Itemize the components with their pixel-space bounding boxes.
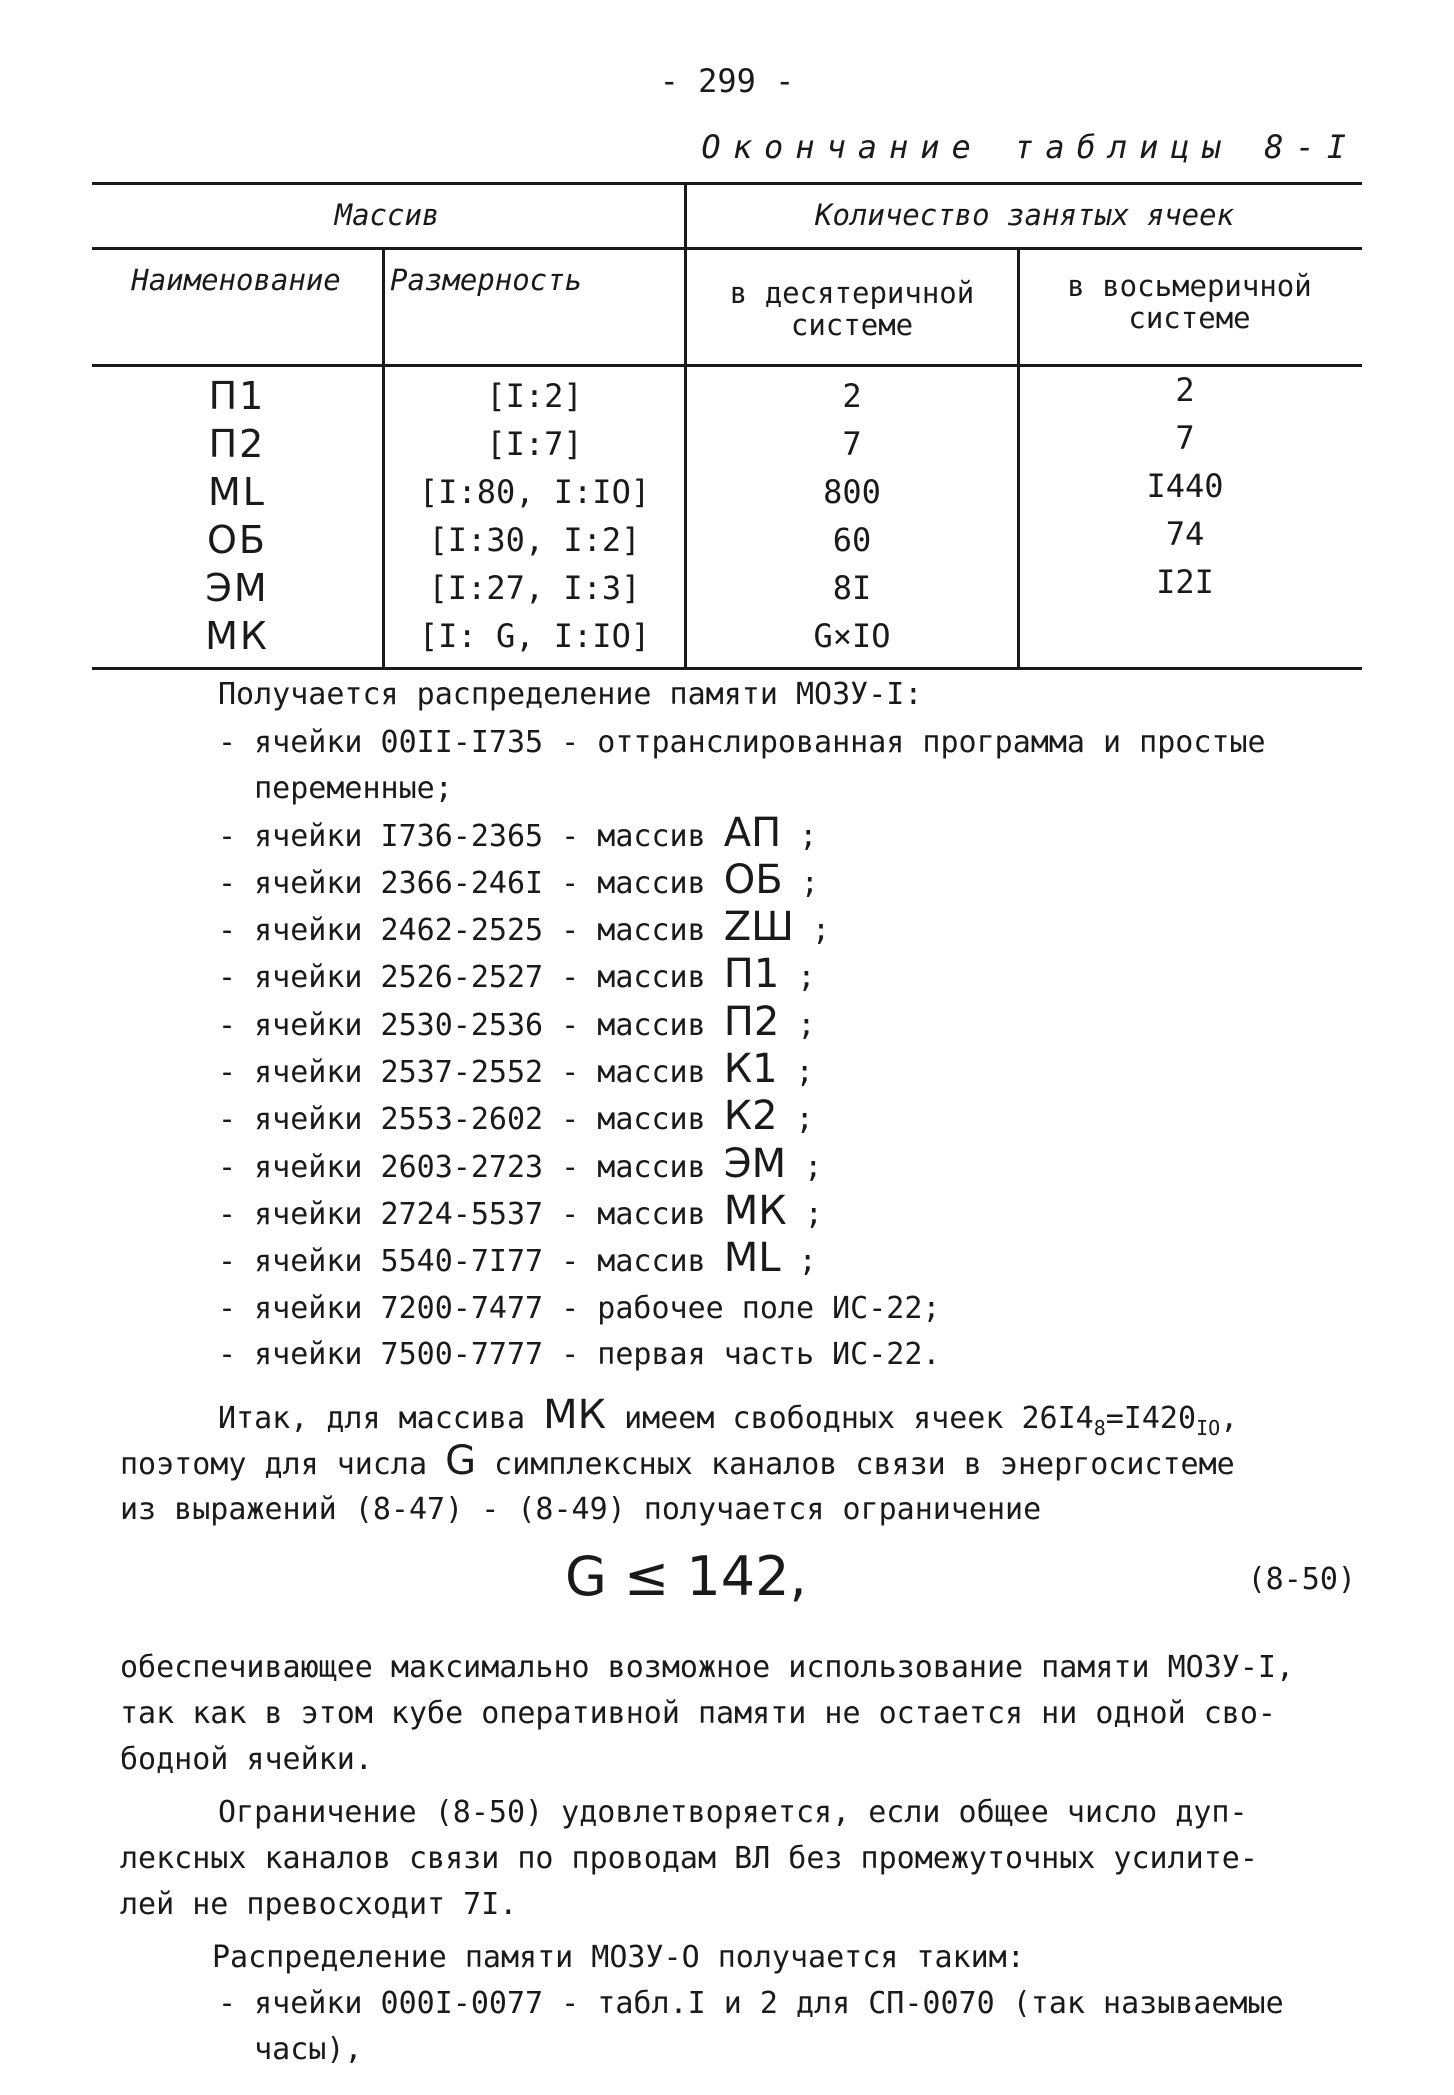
array-name: К2: [723, 1093, 778, 1140]
memory-distribution-list: [218, 720, 1266, 1378]
array-name: МК: [543, 1392, 607, 1438]
table-cell-name: МК: [205, 614, 269, 658]
formula-number: (8-50): [1247, 1562, 1356, 1597]
table-cell-dimension: [I:7]: [486, 425, 583, 463]
list-item: - ячейки 2462-2525 - массив ZШ ;: [218, 904, 831, 951]
table-cell-dimension: [I:30, I:2]: [428, 521, 641, 559]
table-cell-dimension: [I:2]: [486, 377, 583, 415]
table-cell-name: П2: [208, 422, 266, 466]
paragraph-line: лексных каналов связи по проводам ВЛ без промежуточных усилите-: [120, 1841, 1258, 1876]
array-name: МК: [723, 1187, 787, 1234]
list-item: - ячейки 2366-246I - массив ОБ ;: [218, 856, 819, 903]
list-item: - ячейки 00II-I735 - оттранслированная программа и простые: [218, 725, 1266, 760]
list-item: - ячейки 2530-2536 - массив П2 ;: [218, 998, 816, 1045]
table-cell-octal: I2I: [1156, 563, 1214, 601]
page-number: - 299 -: [659, 62, 795, 100]
header-cell-count: Количество занятых ячеек: [814, 198, 1235, 232]
array-name: ZШ: [723, 904, 794, 951]
table-cell-dimension: [I:80, I:IO]: [418, 473, 651, 511]
paragraph-line: из выражений (8-47) - (8-49) получается ограничение: [120, 1492, 1042, 1527]
paragraph-free-cells: Итак, для массива МК имеем свободных ячеек $26I4_8=I420_{IO}$,: [218, 1392, 1239, 1440]
paragraph-line: так как в этом кубе оперативной памяти не остается ни одной сво-: [120, 1696, 1276, 1731]
table-bottom-rule: [92, 667, 1362, 670]
table-caption: Окончание таблицы 8-I: [701, 128, 1358, 166]
table-cell-decimal: G×IO: [813, 617, 891, 655]
table-cell-name: П1: [208, 374, 266, 418]
header-dimension: Размерность: [390, 263, 583, 297]
column-decimal: [687, 372, 1017, 660]
table-top-rule: [92, 182, 1362, 185]
list-item: - ячейки I736-2365 - массив АП ;: [218, 809, 818, 856]
header-name: Наименование: [131, 263, 341, 297]
table-cell-dimension: [I: G, I:IO]: [418, 617, 651, 655]
table-group-rule: [92, 247, 1362, 250]
header-decimal: в десятеричной системе: [729, 276, 975, 342]
column-names: [92, 372, 382, 660]
array-name: АП: [723, 809, 782, 856]
table-cell-octal: I440: [1146, 467, 1224, 505]
list-item: - ячейки 2526-2527 - массив П1 ;: [218, 951, 816, 998]
header-array: Массив: [334, 198, 440, 232]
variable-g: G: [445, 1438, 477, 1484]
paragraph-mozu0: Распределение памяти МОЗУ-О получается таким:: [212, 1940, 1025, 1975]
table-cell-decimal: 7: [842, 425, 862, 463]
table-cell-decimal: 2: [842, 377, 862, 415]
table-cell-name: ОБ: [207, 518, 267, 562]
table-cell-decimal: 8I: [832, 569, 872, 607]
list-item: - ячейки 2724-5537 - массив МК ;: [218, 1187, 823, 1234]
table-cell-decimal: 60: [832, 521, 872, 559]
array-name: ОБ: [723, 856, 783, 903]
list-item: - ячейки 7200-7477 - рабочее поле ИС-22;: [218, 1290, 941, 1326]
table-cell-name: ML: [208, 470, 266, 514]
column-octal: [1020, 366, 1350, 654]
paragraph-line: бодной ячейки.: [120, 1742, 373, 1777]
array-name: К1: [723, 1046, 778, 1093]
table-cell-octal: 2: [1175, 371, 1195, 409]
formula: G ≤ 142,: [565, 1545, 807, 1608]
table-cell-dimension: [I:27, I:3]: [428, 569, 641, 607]
table-cell-octal: 74: [1165, 515, 1205, 553]
array-name: П2: [723, 998, 780, 1045]
paragraph-line: лей не превосходит 7I.: [120, 1887, 518, 1922]
array-name: ЭМ: [723, 1140, 787, 1187]
distribution-intro: Получается распределение памяти МОЗУ-I:: [218, 677, 923, 712]
list-item: - ячейки 2537-2552 - массив К1 ;: [218, 1046, 814, 1093]
paragraph-line: поэтому для числа G симплексных каналов связи в энергосистеме: [120, 1438, 1235, 1484]
list-item: - ячейки 2603-2723 - массив ЭМ ;: [218, 1140, 823, 1187]
list-item: - ячейки 7500-7777 - первая часть ИС-22.: [218, 1336, 941, 1372]
list-item: - ячейки 5540-7I77 - массив ML ;: [218, 1235, 817, 1282]
paragraph-line: Ограничение (8-50) удовлетворяется, если общее число дуп-: [218, 1795, 1248, 1830]
list-item: - ячейки 000I-0077 - табл.I и 2 для СП-0070 (так называемые: [218, 1986, 1284, 2021]
list-item: переменные;: [218, 771, 453, 807]
array-name: П1: [723, 951, 780, 998]
paragraph-line: обеспечивающее максимально возможное использование памяти МОЗУ-I,: [120, 1650, 1294, 1685]
column-dimensions: [385, 372, 684, 660]
array-name: ML: [723, 1235, 781, 1282]
table-cell-octal: 7: [1175, 419, 1195, 457]
memory-array-table: [92, 182, 1362, 670]
list-item: - ячейки 2553-2602 - массив К2 ;: [218, 1093, 814, 1140]
header-octal: в восьмеричной системе: [1067, 269, 1312, 335]
table-cell-octal: [1020, 606, 1350, 654]
table-cell-name: ЭМ: [205, 566, 269, 610]
table-cell-decimal: 800: [823, 473, 881, 511]
list-item: часы),: [218, 2032, 363, 2067]
